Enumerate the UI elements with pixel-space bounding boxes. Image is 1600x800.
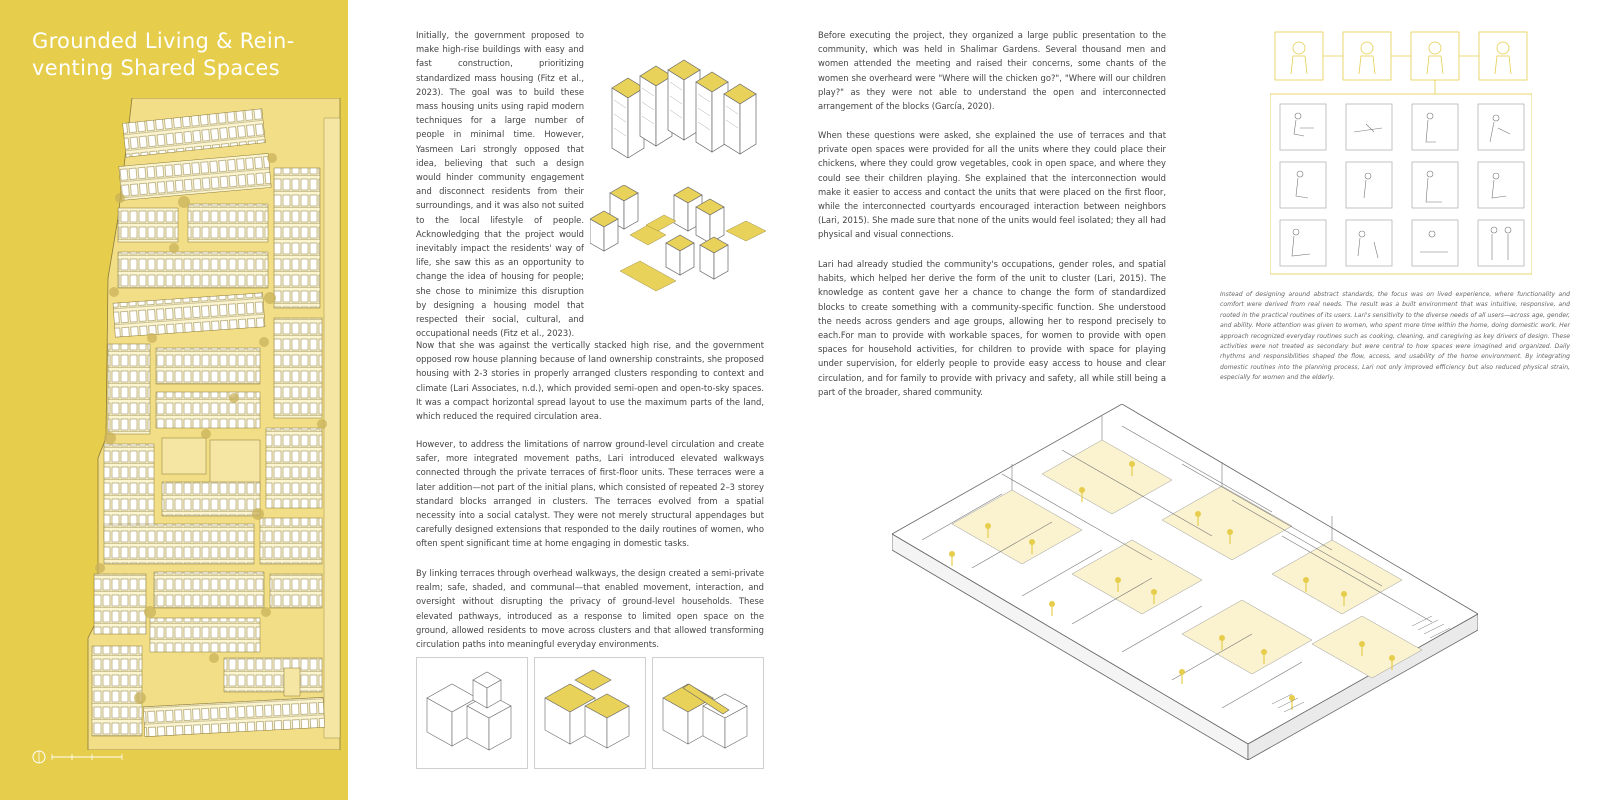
high-rise-towers-illustration (606, 58, 766, 158)
page-title (32, 28, 332, 82)
paragraph-7: Lari had already studied the community's occupations, gender roles, and spatial habits, which helped her derive the form of the unit to cluster (Lari, 2015). The knowledge as content gave her a chance to change the form of standardized blocks to create something with a community-specific function. She understood the needs across genders and age groups, allowing her to respond precisely to each.For man to provide with workable spaces, for women to provide with open spaces for household activities, for children to provide with space for playing under supervision, for elderly people to provide easy access to house and clear circulation, and for family to provide with privacy and safety, all while still being a part of the broader, shared community. (818, 259, 1166, 397)
cluster-diagram-3 (652, 657, 764, 769)
low-rise-cluster-illustration (590, 185, 766, 300)
paragraph-5: Before executing the project, they organized a large public presentation to the community, which was held in Shalimar Gardens. Several thousand men and women attended the meeting and raised their concerns, some chants of the women she overheard were "Where will the chicken go?", "Where will our children play?" as they were not able to understand the open and interconnected arrangement of the blocks (García, 2020). (818, 30, 1166, 112)
user-activity-figures-grid (1270, 28, 1532, 280)
paragraph-4: By linking terraces through overhead walkways, the design created a semi-private realm; safe, shaded, and communal—that enabled movement, interaction, and oversight without disrupting the privacy of ground-level households. These elevated pathways, introduced as a response to limited open space on the ground, allowed residents to move across clusters and that allowed transforming circulation paths into meaningful everyday environments. (416, 568, 764, 650)
site-plan-map (84, 98, 348, 750)
figure-caption: Instead of designing around abstract standards, the focus was on lived experience, where functionality and comfort were derived from real needs. The result was a built environment that was intuitive, responsive, and rooted in the practical routines of its users. Lari's sensitivity to the diverse needs of all users—across age, gender, and ability. More attention was given to women, who spent more time within the home, doing domestic work. Her approach recognized everyday routines such as cooking, cleaning, and caregiving as key drivers of design. These activities were not treated as secondary but were central to how spaces were imagined and organized. Daily rhythms and responsibilities shaped the flow, access, and usability of the home environment. By integrating domestic routines into the planning process, Lari not only improved efficiency but also reduced physical strain, especially for women and the elderly. (1220, 291, 1570, 382)
paragraph-2: Now that she was against the vertically stacked high rise, and the government opposed row house planning because of land ownership constraints, she proposed housing with 2-3 stories in properly arranged clusters responding to context and climate (Lari Associates, n.d.), which provided semi-open and open-to-sky spaces. It was a compact horizontal spread layout to use the maximum parts of the land, which reduced the required circulation area. (416, 340, 764, 422)
paragraph-6: When these questions were asked, she explained the use of terraces and that private open spaces were provided for all the units where they could place their chickens, where they could grow vegetables, cook in open space, and where they could see their children playing. She explained that the interconnection would make it easier to access and contact the units that were placed on the first floor, while the interconnected courtyards encouraged interaction between neighbors (Lari, 2015). She made sure that none of the units would feel isolated; they all had physical and visual connections. (818, 130, 1166, 240)
north-arrow-scale-bar (32, 750, 132, 764)
isometric-cluster-cutaway (892, 404, 1478, 760)
title-line-2: venting Shared Spaces (32, 56, 280, 80)
cluster-diagram-1 (416, 657, 528, 769)
paragraph-1: Initially, the government proposed to make high-rise buildings with easy and fast construction, prioritizing standardized mass housing (Fitz et al., 2023). The goal was to build these mass housing units using rapid modern techniques for a large number of people in minimal time. However, Yasmeen Lari strongly opposed that idea, believing that such a design would hinder community engagement and disconnect residents from their surroundings, and it was also not suited to the local lifestyle of people. Acknowledging that the project would inevitably impact the residents' way of life, she saw this as an opportunity to change the idea of housing for people; she chose to minimize this disruption by designing a housing model that respected their social, cultural, and occupational needs (Fitz et al., 2023). (416, 30, 584, 339)
paragraph-3: However, to address the limitations of narrow ground-level circulation and create safer, more integrated movement paths, Lari introduced elevated walkways connected through the private terraces of first-floor units. These terraces were a later addition—not part of the initial plans, which consisted of repeated 2–3 storey standard blocks arranged in clusters. The terraces evolved from a spatial necessity into a social catalyst. They were not merely structural appendages but carefully designed extensions that responded to the daily routines of women, who often spent significant time at home engaging in domestic tasks. (416, 439, 764, 549)
cluster-diagram-2 (534, 657, 646, 769)
title-line-1: Grounded Living & Rein- (32, 29, 295, 53)
